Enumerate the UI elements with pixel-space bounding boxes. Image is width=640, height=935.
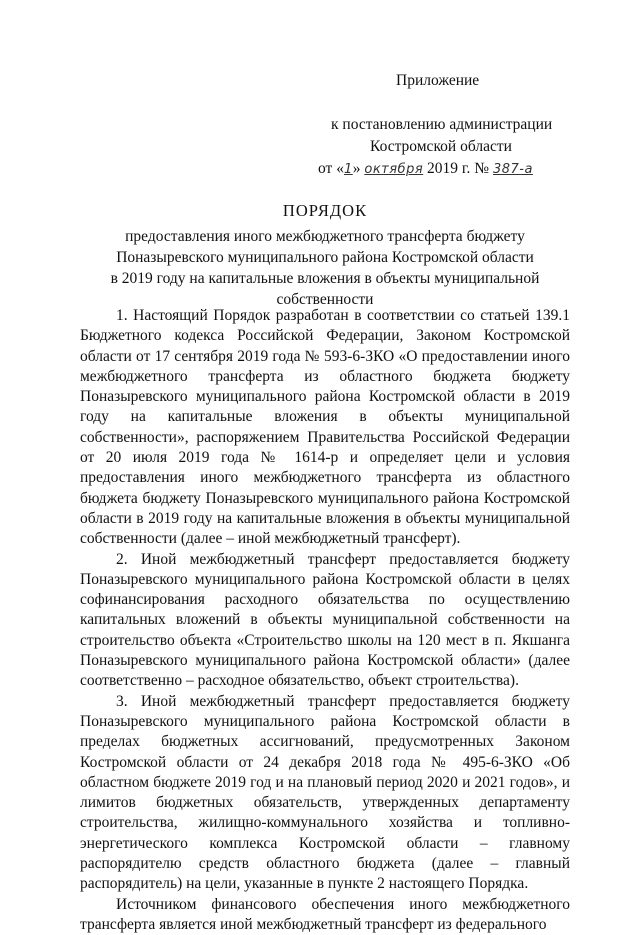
month-field: октября [364,162,424,177]
resolution-line: к постановлению администрации [331,116,553,133]
approval-block [318,70,580,181]
region-line: Костромской области [370,138,512,155]
paragraph: 1. Настоящий Порядок разработан в соответствии со статьей 139.1 Бюджетного кодекса Российской Федерации, Законом Костромской области от 17 сентября 2019 года № 593-6-ЗКО «О предоставлении иного межбюджетного трансферта из областного бюджета бюджету Поназыревского муниципального района Костромской области в 2019 году на капитальные вложения в объекты муниципальной собственности», распоряжением Правительства Российской Федерации от 20 июля 2019 года № 1614-р и определяет цели и условия предоставления иного межбюджетного трансферта из областного бюджета бюджету Поназыревского муниципального района Костромской области в 2019 году на капитальные вложения в объекты муниципальной собственности (далее – иной межбюджетный трансферт). [80,307,570,548]
doc-title: ПОРЯДОК [282,201,368,220]
paragraph: Источником финансового обеспечения иного межбюджетного трансферта является иной межбюджетный трансферт из федерального [80,895,570,933]
title-block [80,200,570,310]
document-body [80,306,570,935]
subtitle-line: предоставления иного межбюджетного трансферта бюджету [125,228,525,245]
paragraph: 2. Иной межбюджетный трансферт предоставляется бюджету Поназыревского муниципального района Костромской области в целях софинансирования расходного обязательства по осуществлению капитальных вложений в объекты муниципальной собственности на строительство объекта «Строительство школы на 120 мест в п. Якшанга Поназыревского муниципального района Костромской области» (далее соответственно – расходное обязательство, объект строительства). [80,550,570,690]
subtitle-line: собственности [276,291,374,308]
subtitle-line: в 2019 году на капитальные вложения в объекты муниципальной [110,270,540,287]
subtitle-line: Поназыревского муниципального района Костромской области [116,249,534,266]
appendix-label: Приложение [396,72,480,89]
date-number-line: от «1» октября 2019 г. № 387-а [318,160,533,177]
paragraph: 3. Иной межбюджетный трансферт предоставляется бюджету Поназыревского муниципального района Костромской области в пределах бюджетных ассигнований, предусмотренных Законом Костромской области от 24 декабря 2018 года № 495-6-ЗКО «Об областном бюджете 2019 год и на плановый период 2020 и 2021 годов», и лимитов бюджетных обязательств, утвержденных департаменту строительства, жилищно-коммунального хозяйства и топливно-энергетического комплекса Костромской области – главному распорядителю средств областного бюджета (далее – главный распорядитель) на цели, указанные в пункте 2 настоящего Порядка. [80,692,570,893]
number-field: 387-а [492,162,533,177]
day-field: 1 [343,162,353,177]
